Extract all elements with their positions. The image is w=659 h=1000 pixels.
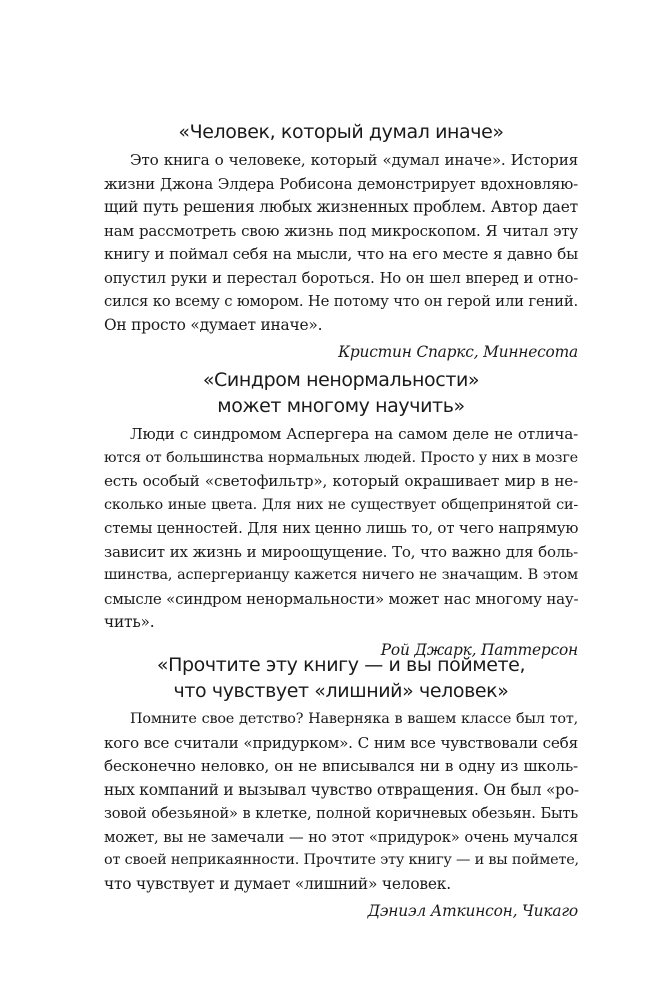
- review-title: «Человек, который думал иначе»: [178, 121, 504, 143]
- body-line: Это книга о человеке, который «думал иначе». История: [130, 151, 578, 169]
- body-line: книгу и поймал себя на мысли, что на его месте я давно бы: [104, 245, 578, 263]
- review-2: [104, 367, 578, 662]
- body-line: нам рассмотреть свою жизнь под микроскопом. Я читал эту: [104, 221, 578, 240]
- body-line: опустил руки и перестал бороться. Но он шел вперед и отно-: [104, 269, 578, 287]
- body-line: сился ко всему с юмором. Не потому что он герой или гений.: [104, 293, 578, 310]
- body-line: зависит их жизнь и мироощущение. То, что важно для боль-: [104, 542, 578, 561]
- body-line: смысле «синдром ненормальности» может нас многому нау-: [104, 589, 579, 608]
- review-signature: Дэниэл Аткинсон, Чикаго: [367, 902, 578, 920]
- body-line: что чувствует и думает «лишний» человек.: [104, 874, 451, 893]
- body-line: шинства, аспергерианцу кажется ничего не значащим. В этом: [104, 567, 578, 583]
- body-line: щий путь решения любых жизненных проблем. Автор дает: [104, 198, 578, 216]
- body-line: Помните свое детство? Наверняка в вашем классе был тот,: [130, 711, 578, 727]
- body-line: ных компаний и вызывал чувство отвращения. Он был «ро-: [104, 780, 579, 799]
- body-line: зовой обезьяной» в клетке, полной коричневых обезьян. Быть: [104, 805, 578, 822]
- body-line: ются от большинства нормальных людей. Просто у них в мозге: [104, 449, 578, 466]
- review-body: [104, 149, 578, 337]
- review-title: «Прочтите эту книгу — и вы поймете, что чувствует «лишний» человек»: [156, 654, 526, 702]
- body-line: есть особый «светофильтр», который окрашивает мир в не-: [104, 472, 578, 490]
- body-line: кого все считали «придурком». С ним все чувствовали себя: [104, 733, 578, 752]
- review-3: [104, 652, 578, 924]
- review-1: [104, 119, 578, 365]
- review-body: [104, 423, 578, 635]
- review-signature: Рой Джарк, Паттерсон: [380, 640, 578, 659]
- body-line: чить».: [104, 613, 155, 631]
- body-line: Люди с синдромом Аспергера на самом деле не отлича-: [130, 425, 578, 443]
- body-line: жизни Джона Элдера Робисона демонстрирует вдохновляю-: [104, 174, 578, 193]
- body-line: сколько иные цвета. Для них не существует общепринятой си-: [104, 496, 578, 513]
- body-line: от своей неприкаянности. Прочтите эту книгу — и вы поймете,: [104, 852, 579, 868]
- body-line: Он просто «думает иначе».: [104, 315, 323, 334]
- review-title: «Синдром ненормальности» может многому научить»: [202, 369, 480, 417]
- body-line: может, вы не замечали — но этот «придурок» очень мучался: [104, 828, 578, 846]
- review-body: [104, 708, 578, 896]
- review-signature: Кристин Спаркс, Миннесота: [338, 343, 578, 361]
- body-line: бесконечно неловко, он не вписывался ни в одну из школь-: [104, 757, 578, 775]
- body-line: стемы ценностей. Для них ценно лишь то, от чего напрямую: [104, 519, 579, 537]
